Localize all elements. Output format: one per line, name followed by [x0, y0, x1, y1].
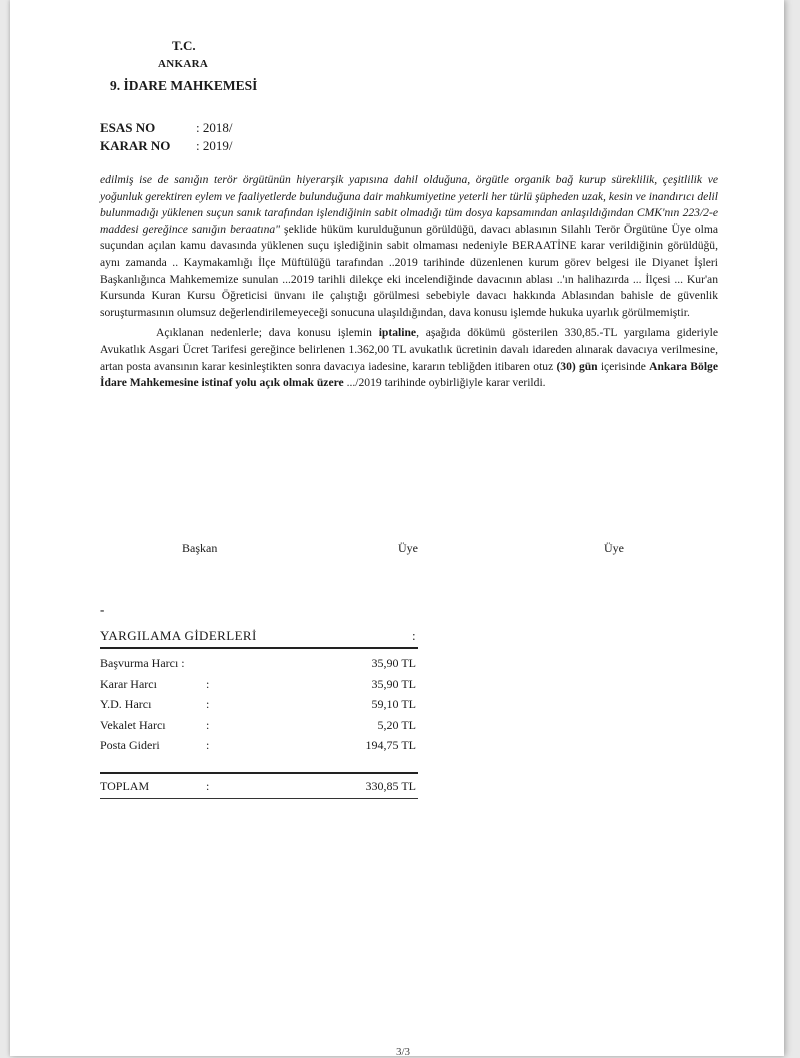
- cost-row: [100, 715, 418, 736]
- cost-amount: 5,20 TL: [377, 717, 416, 732]
- cost-sep: :: [206, 717, 210, 732]
- karar-no-label: KARAR NO: [100, 138, 171, 153]
- cost-label: Posta Gideri: [100, 738, 160, 752]
- esas-no-label: ESAS NO: [100, 120, 156, 135]
- cost-label: Y.D. Harcı: [100, 697, 152, 711]
- judgment-appeal-court: Ankara Bölge İdare Mahkemesine istinaf yolu açık olmak üzere: [100, 359, 718, 390]
- cost-total-row: [100, 772, 418, 796]
- esas-no-value: : 2018/: [196, 120, 233, 135]
- cost-label: Vekalet Harcı: [100, 717, 166, 732]
- judgment-text-b: , aşağıda dökümü gösterilen 330,85.-TL yargılama gideriyle Avukatlık Asgari Ücret Tarifesi gereğince belirlenen 1.362,00 TL avukatlık ücretinin davalı idareden alınarak davacıya verilmesine, artan posta avansının karar kesinleştikten sonra davacıya iadesine, kararın tebliğden itibaren otuz: [100, 326, 718, 373]
- decision-body: [100, 172, 718, 392]
- karar-no-value: : 2019/: [196, 138, 233, 153]
- cost-label: Başvurma Harcı :: [100, 656, 185, 670]
- costs-title: [100, 628, 418, 649]
- page-number: 3/3: [396, 1046, 411, 1058]
- judgment-text-d: .../2019 tarihinde oybirliğiyle karar verildi.: [343, 376, 546, 390]
- cost-sep: :: [206, 697, 210, 711]
- judgment-text-c: içerisinde: [597, 359, 650, 373]
- reasoning-text: şeklide hüküm kurulduğunun görüldüğü, davacı ablasının Silahlı Terör Örgütüne Üye olma suçundan açılan kamu davasında yüklenen suçu işlediğinin sabit olmaması nedeniyle BERAATİNE karar verildiğinin görüldüğü, aynı zamanda .. Kaymakamlığı İlçe Müftülüğü tarafından ..2019 tarihinde düzenlenen kurum görev belgesi ile Diyanet İşleri Başkanlığınca Mahkememize sunulan ...2019 tarihli dilekçe eki incelendiğinde davacının ablası ..'ın halihazırda ... İlçesi ... Kur'an Kursunda Kuran Kursu Öğreticisi ünvanı ile çalıştığı görülmesi sebebiyle davacı hakkında Ablasından bahisle de güvenlik soruşturmasının olumsuz değerlendirilemeyeceği sonucuna ulaşıldığından, dava konusu işlemde hukuka uyarlık görülmemiştir.: [100, 222, 718, 319]
- cost-row: [100, 694, 418, 715]
- quoted-verdict: edilmiş ise de sanığın terör örgütünün hiyerarşik yapısına dahil olduğuna, örgütle organik bağ kurup süreklilik, çeşitlilik ve yoğunluk gerektiren eylem ve faaliyetlerde bulunduğuna dair mahkumiyetine yeterli her türlü şüpheden uzak, kesin ve inandırıcı delil bulunmadığı yüklenen suçun sanık tarafından işlendiğinin sabit olmadığı tüm dosya kapsamından anlaşıldığından CMK'nın 223/2-e maddesi gereğince sanığın beraatına": [100, 173, 718, 236]
- judgment-30-days: (30) gün: [556, 359, 598, 373]
- cost-amount: 194,75 TL: [365, 738, 416, 752]
- total-sep: :: [206, 778, 210, 793]
- total-label: TOPLAM: [100, 778, 150, 793]
- cost-sep: :: [206, 738, 210, 752]
- total-underline: [100, 798, 418, 799]
- cost-amount: 35,90 TL: [371, 656, 416, 670]
- costs-title-colon: :: [411, 628, 416, 643]
- header-city: ANKARA: [158, 58, 209, 70]
- header-tc: T.C.: [172, 38, 196, 53]
- esas-no-line: [100, 120, 232, 136]
- signature-baskan: Başkan: [182, 541, 218, 555]
- karar-no-line: [100, 138, 232, 154]
- cost-sep: :: [206, 676, 210, 691]
- document-page: [10, 0, 784, 1056]
- dash-mark: -: [100, 602, 105, 617]
- costs-table: [100, 628, 418, 796]
- cost-amount: 59,10 TL: [371, 697, 416, 711]
- total-amount: 330,85 TL: [365, 778, 416, 793]
- header-court: 9. İDARE MAHKEMESİ: [110, 78, 258, 93]
- judgment-iptal: iptaline: [378, 326, 417, 340]
- signature-uye-2: Üye: [604, 541, 624, 555]
- paragraph-judgment: [100, 325, 718, 391]
- cost-row: [100, 653, 418, 674]
- judgment-text-a: Açıklanan nedenlerle; dava konusu işlemin: [156, 326, 379, 340]
- paragraph-reasoning: [100, 172, 718, 321]
- cost-row: [100, 735, 418, 756]
- costs-title-text: YARGILAMA GİDERLERİ: [100, 628, 257, 643]
- signature-uye-1: Üye: [398, 541, 418, 555]
- cost-label: Karar Harcı: [100, 676, 157, 691]
- cost-amount: 35,90 TL: [371, 676, 416, 691]
- cost-row: [100, 674, 418, 695]
